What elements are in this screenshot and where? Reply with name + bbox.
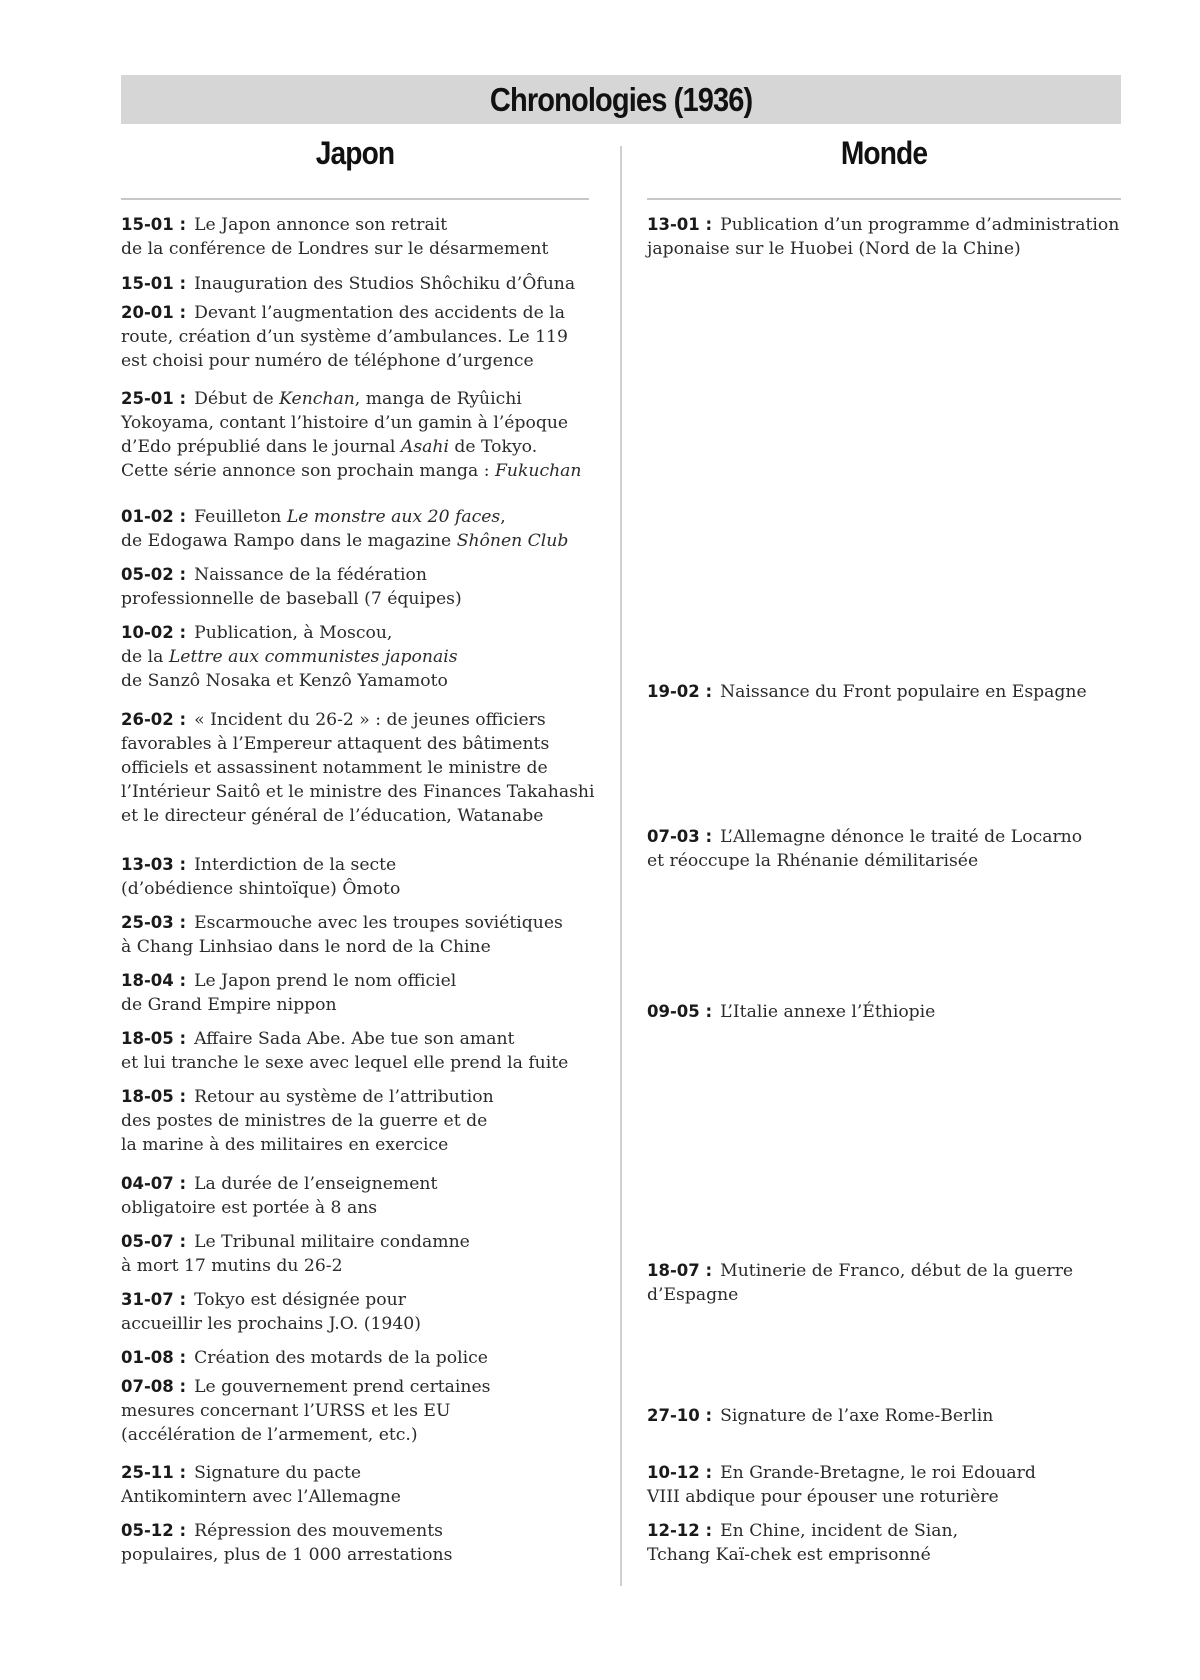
entry-text: « Incident du 26-2 » : de jeunes officiers: [194, 710, 546, 730]
entry-date: 19-02 :: [647, 682, 713, 701]
column-heading-monde: Monde: [840, 135, 928, 171]
timeline-entry: [121, 708, 594, 828]
entry-date: 25-01 :: [121, 389, 187, 408]
entry-date: 01-08 :: [121, 1348, 187, 1367]
timeline-entry: [121, 563, 462, 611]
entry-text: Publication d’un programme d’administration: [720, 215, 1120, 235]
entry-text: de Edogawa Rampo dans le magazine: [121, 531, 457, 551]
timeline-entry: [647, 1519, 958, 1567]
entry-text: VIII abdique pour épouser une roturière: [647, 1487, 999, 1507]
timeline-entry: [121, 1346, 488, 1370]
entry-text: Escarmouche avec les troupes soviétiques: [194, 913, 563, 933]
entry-date: 10-12 :: [647, 1463, 713, 1482]
timeline-entry: [121, 272, 575, 296]
entry-date: 18-05 :: [121, 1087, 187, 1106]
entry-text: Devant l’augmentation des accidents de la: [194, 303, 565, 323]
entry-text: ,: [500, 507, 506, 527]
timeline-entry: [647, 680, 1087, 704]
entry-date: 13-01 :: [647, 215, 713, 234]
timeline-entry: [121, 387, 582, 483]
entry-date: 25-11 :: [121, 1463, 187, 1482]
timeline-entry: [121, 1027, 568, 1075]
timeline-entry: [121, 213, 548, 261]
entry-text: Inauguration des Studios Shôchiku d’Ôfuna: [194, 274, 576, 294]
entry-text: L’Allemagne dénonce le traité de Locarno: [720, 827, 1083, 847]
entry-text: , manga de Ryûichi: [354, 389, 522, 409]
entry-date: 20-01 :: [121, 303, 187, 322]
title-bar: [121, 75, 1121, 124]
entry-text: Publication, à Moscou,: [194, 623, 393, 643]
entry-text: En Grande-Bretagne, le roi Edouard: [720, 1463, 1036, 1483]
entry-text: Yokoyama, contant l’histoire d’un gamin à l’époque: [121, 413, 569, 433]
timeline-entry: [121, 1288, 421, 1336]
timeline-entry: [121, 1172, 437, 1220]
entry-date: 25-03 :: [121, 913, 187, 932]
entry-text: Mutinerie de Franco, début de la guerre: [720, 1261, 1074, 1281]
entry-text: Signature du pacte: [194, 1463, 362, 1483]
timeline-entry: [121, 1085, 494, 1157]
entry-text: est choisi pour numéro de téléphone d’urgence: [121, 351, 534, 371]
entry-text: Le gouvernement prend certaines: [194, 1377, 491, 1397]
entry-date: 07-03 :: [647, 827, 713, 846]
timeline-entry: [121, 1375, 491, 1447]
entry-text: et réoccupe la Rhénanie démilitarisée: [647, 851, 979, 871]
work-title: Shônen Club: [456, 531, 569, 551]
entry-text: Le Tribunal militaire condamne: [194, 1232, 470, 1252]
entry-text: et le directeur général de l’éducation, Watanabe: [121, 806, 544, 826]
timeline-entry: [121, 1461, 401, 1509]
entry-date: 13-03 :: [121, 855, 187, 874]
entry-date: 18-05 :: [121, 1029, 187, 1048]
entry-text: la marine à des militaires en exercice: [121, 1135, 449, 1155]
entry-text: d’Edo prépublié dans le journal: [121, 437, 401, 457]
entry-text: de la conférence de Londres sur le désarmement: [121, 239, 549, 259]
entry-text: L’Italie annexe l’Éthiopie: [720, 1002, 936, 1022]
entry-text: obligatoire est portée à 8 ans: [121, 1198, 378, 1218]
entry-text: La durée de l’enseignement: [194, 1174, 438, 1194]
timeline-entry: [647, 1259, 1073, 1307]
entry-date: 05-07 :: [121, 1232, 187, 1251]
entry-date: 12-12 :: [647, 1521, 713, 1540]
entry-text: Naissance du Front populaire en Espagne: [720, 682, 1087, 702]
entry-text: Cette série annonce son prochain manga :: [121, 461, 495, 481]
entry-date: 10-02 :: [121, 623, 187, 642]
work-title: Le monstre aux 20 faces: [286, 507, 501, 527]
timeline-entry: [121, 969, 456, 1017]
work-title: Lettre aux communistes japonais: [168, 647, 458, 667]
entry-text: de Sanzô Nosaka et Kenzô Yamamoto: [121, 671, 448, 691]
entry-text: à mort 17 mutins du 26-2: [121, 1256, 343, 1276]
timeline-entry: [121, 853, 400, 901]
entry-text: En Chine, incident de Sian,: [720, 1521, 959, 1541]
entry-text: professionnelle de baseball (7 équipes): [121, 589, 462, 609]
entry-text: à Chang Linhsiao dans le nord de la Chine: [121, 937, 491, 957]
entry-text: Le Japon prend le nom officiel: [194, 971, 457, 991]
entry-text: Affaire Sada Abe. Abe tue son amant: [194, 1029, 515, 1049]
timeline-entry: [121, 1230, 470, 1278]
entry-date: 05-12 :: [121, 1521, 187, 1540]
entry-text: mesures concernant l’URSS et les EU: [121, 1401, 451, 1421]
entry-date: 31-07 :: [121, 1290, 187, 1309]
entry-text: l’Intérieur Saitô et le ministre des Finances Takahashi: [121, 782, 595, 802]
entry-text: de Grand Empire nippon: [121, 995, 337, 1015]
timeline-entry: [647, 213, 1119, 261]
entry-text: de la: [121, 647, 169, 667]
entry-text: accueillir les prochains J.O. (1940): [121, 1314, 421, 1334]
work-title: Asahi: [400, 437, 449, 457]
work-title: Kenchan: [279, 389, 355, 409]
timeline-entry: [121, 911, 563, 959]
entry-text: Signature de l’axe Rome-Berlin: [720, 1406, 994, 1426]
entry-text: (d’obédience shintoïque) Ômoto: [121, 879, 401, 899]
entry-text: Le Japon annonce son retrait: [194, 215, 448, 235]
timeline-entry: [647, 1461, 1036, 1509]
entry-text: Tokyo est désignée pour: [194, 1290, 406, 1310]
entry-text: Antikomintern avec l’Allemagne: [121, 1487, 401, 1507]
column-divider: [620, 146, 622, 1586]
entry-date: 18-04 :: [121, 971, 187, 990]
entry-date: 18-07 :: [647, 1261, 713, 1280]
entry-text: japonaise sur le Huobei (Nord de la Chine): [647, 239, 1021, 259]
entry-text: favorables à l’Empereur attaquent des bâtiments: [121, 734, 550, 754]
entry-text: Retour au système de l’attribution: [194, 1087, 494, 1107]
entry-text: et lui tranche le sexe avec lequel elle prend la fuite: [121, 1053, 569, 1073]
entry-date: 07-08 :: [121, 1377, 187, 1396]
entry-date: 15-01 :: [121, 274, 187, 293]
entry-date: 01-02 :: [121, 507, 187, 526]
timeline-entry: [647, 825, 1082, 873]
timeline-entry: [647, 1000, 935, 1024]
entry-date: 04-07 :: [121, 1174, 187, 1193]
entry-text: populaires, plus de 1 000 arrestations: [121, 1545, 453, 1565]
entry-text: Tchang Kaï-chek est emprisonné: [647, 1545, 931, 1565]
entry-text: de Tokyo.: [448, 437, 538, 457]
entry-text: Création des motards de la police: [194, 1348, 488, 1368]
timeline-entry: [121, 505, 568, 553]
timeline-entry: [121, 621, 458, 693]
entry-text: Feuilleton: [194, 507, 287, 527]
timeline-entry: [121, 1519, 452, 1567]
entry-text: route, création d’un système d’ambulances. Le 119: [121, 327, 568, 347]
entry-date: 05-02 :: [121, 565, 187, 584]
japon-heading-rule: [121, 198, 589, 200]
entry-date: 09-05 :: [647, 1002, 713, 1021]
monde-heading-rule: [647, 198, 1121, 200]
entry-text: Répression des mouvements: [194, 1521, 443, 1541]
entry-text: Interdiction de la secte: [194, 855, 397, 875]
entry-text: officiels et assassinent notamment le ministre de: [121, 758, 548, 778]
entry-text: d’Espagne: [647, 1285, 739, 1305]
entry-text: des postes de ministres de la guerre et de: [121, 1111, 488, 1131]
entry-date: 26-02 :: [121, 710, 187, 729]
entry-text: Début de: [194, 389, 280, 409]
entry-text: (accélération de l’armement, etc.): [121, 1425, 418, 1445]
work-title: Fukuchan: [495, 461, 582, 481]
column-heading-japon: Japon: [315, 135, 395, 171]
timeline-entry: [647, 1404, 993, 1428]
entry-date: 15-01 :: [121, 215, 187, 234]
entry-text: Naissance de la fédération: [194, 565, 427, 585]
entry-date: 27-10 :: [647, 1406, 713, 1425]
timeline-entry: [121, 301, 568, 373]
page-title: Chronologies (1936): [489, 80, 753, 118]
